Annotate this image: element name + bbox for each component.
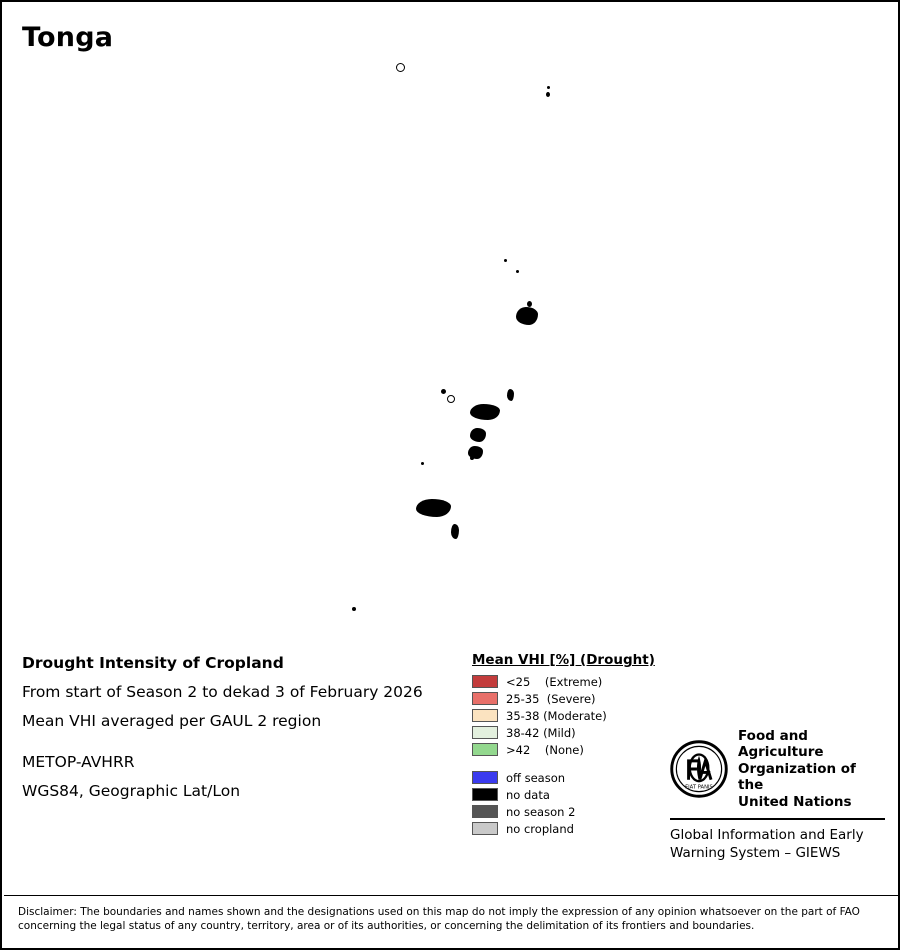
- fao-org-line-2: Organization of the: [738, 760, 856, 794]
- map-island-feature: [396, 63, 405, 72]
- map-island-feature: [507, 389, 514, 401]
- legend-class-row: [472, 724, 662, 741]
- legend-class-swatch: [472, 709, 498, 722]
- info-heading: Drought Intensity of Cropland: [22, 654, 284, 672]
- fao-system-line-1: Global Information and Early: [670, 827, 864, 844]
- legend-extra-label: no cropland: [506, 821, 574, 836]
- legend-extra-swatch: [472, 822, 498, 835]
- map-island-feature: [352, 607, 356, 611]
- map-island-feature: [451, 524, 459, 539]
- map-island-feature: [504, 259, 507, 262]
- fao-org-line-3: United Nations: [738, 793, 852, 810]
- map-canvas[interactable]: [4, 4, 896, 634]
- legend-class-label: <25 (Extreme): [506, 674, 603, 689]
- map-island-feature: [441, 389, 446, 394]
- map-island-feature: [421, 462, 424, 465]
- legend-class-label: >42 (None): [506, 742, 584, 757]
- legend-class-swatch: [472, 692, 498, 705]
- legend-class-list: [472, 673, 662, 758]
- info-spacer: [22, 741, 452, 753]
- map-island-feature: [516, 307, 538, 325]
- legend-extra-label: no data: [506, 787, 550, 802]
- fao-logo-row: [670, 728, 885, 810]
- fao-divider: [670, 818, 885, 820]
- map-island-feature: [416, 499, 451, 517]
- legend-spacer: [472, 758, 662, 769]
- legend-extra-row: [472, 820, 662, 837]
- disclaimer-text: Disclaimer: The boundaries and names shown and the designations used on this map do not imply the expression of any opinion whatsoever on the part of FAO concerning the legal status of any country, territory, area or of its authorities, or concerning the delimitation of its frontiers and boundaries.: [18, 906, 860, 933]
- legend: [472, 652, 662, 837]
- fao-system-name: [670, 827, 885, 862]
- legend-class-row: [472, 707, 662, 724]
- fao-organization-name: [738, 728, 885, 810]
- legend-class-row: [472, 673, 662, 690]
- map-island-feature: [447, 395, 455, 403]
- map-info-block: [22, 654, 452, 811]
- map-island-feature: [547, 86, 550, 89]
- legend-class-swatch: [472, 743, 498, 756]
- map-island-feature: [546, 92, 550, 97]
- legend-class-swatch: [472, 726, 498, 739]
- legend-extra-swatch: [472, 788, 498, 801]
- legend-class-row: [472, 690, 662, 707]
- map-island-feature: [527, 301, 532, 307]
- fao-branding: [670, 728, 885, 862]
- legend-extra-label: no season 2: [506, 804, 576, 819]
- fao-emblem-icon: [670, 740, 728, 798]
- legend-class-label: 35-38 (Moderate): [506, 708, 607, 723]
- legend-extra-row: [472, 769, 662, 786]
- map-island-feature: [470, 428, 486, 442]
- fao-system-line-2: Warning System – GIEWS: [670, 844, 841, 861]
- info-aggregation: Mean VHI averaged per GAUL 2 region: [22, 712, 322, 730]
- info-sensor: METOP-AVHRR: [22, 753, 135, 771]
- svg-text:FIAT PANIS: FIAT PANIS: [685, 784, 713, 791]
- legend-extra-swatch: [472, 805, 498, 818]
- map-island-feature: [470, 456, 474, 460]
- disclaimer-divider: [4, 895, 900, 896]
- fao-org-line-1: Food and Agriculture: [738, 728, 824, 761]
- legend-extra-row: [472, 803, 662, 820]
- info-period: From start of Season 2 to dekad 3 of February 2026: [22, 683, 423, 701]
- map-island-feature: [470, 404, 500, 420]
- legend-class-label: 38-42 (Mild): [506, 725, 576, 740]
- legend-extra-swatch: [472, 771, 498, 784]
- legend-extra-list: [472, 769, 662, 837]
- legend-extra-row: [472, 786, 662, 803]
- legend-class-label: 25-35 (Severe): [506, 691, 596, 706]
- legend-class-row: [472, 741, 662, 758]
- legend-class-swatch: [472, 675, 498, 688]
- info-projection: WGS84, Geographic Lat/Lon: [22, 782, 241, 800]
- legend-title: Mean VHI [%] (Drought): [472, 652, 655, 668]
- map-island-feature: [516, 270, 519, 273]
- page-title: Tonga: [22, 22, 114, 53]
- legend-extra-label: off season: [506, 770, 566, 785]
